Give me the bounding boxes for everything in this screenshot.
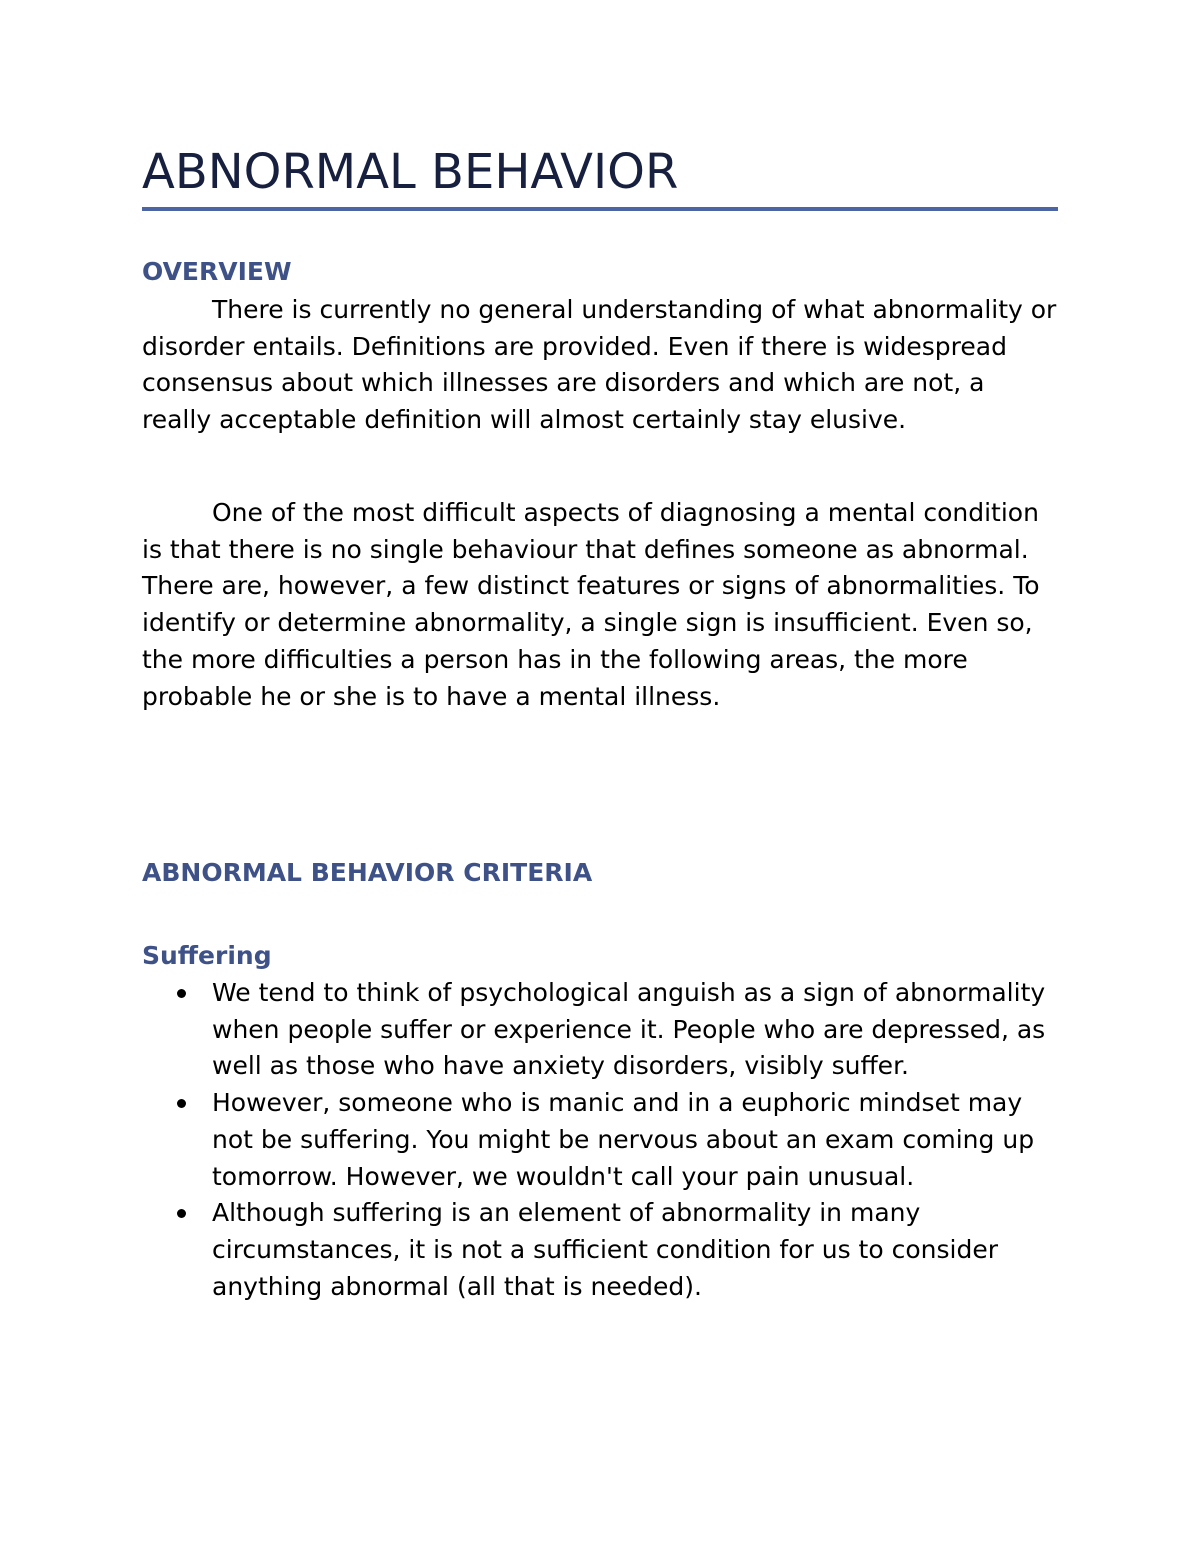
title-underline-divider <box>142 207 1058 211</box>
list-item <box>142 975 1058 1085</box>
list-item <box>142 1195 1058 1305</box>
suffering-bullet-list <box>142 975 1058 1305</box>
list-item-text: Although suffering is an element of abnormality in many circumstances, it is not a sufficient condition for us to consider anything abnormal (all that is needed). <box>212 1198 998 1301</box>
overview-paragraph-1: There is currently no general understanding of what abnormality or disorder entails. Definitions are provided. Even if there is widespread consensus about which illnesses are disorders and which are not, a really acceptable definition will almost certainly stay elusive. <box>142 295 1057 435</box>
bullet-dot-icon <box>177 1099 186 1108</box>
list-item <box>142 1085 1058 1195</box>
bullet-dot-icon <box>177 1209 186 1218</box>
document-title: ABNORMAL BEHAVIOR <box>142 144 679 200</box>
overview-paragraph-2: One of the most difficult aspects of diagnosing a mental condition is that there is no single behaviour that defines someone as abnormal. There are, however, a few distinct features or signs of abnormalities. To identify or determine abnormality, a single sign is insufficient. Even so, the more difficulties a person has in the following areas, the more probable he or she is to have a mental illness. <box>142 498 1040 711</box>
criteria-heading: ABNORMAL BEHAVIOR CRITERIA <box>142 858 593 887</box>
bullet-dot-icon <box>177 989 186 998</box>
suffering-heading: Suffering <box>142 941 272 970</box>
list-item-text: However, someone who is manic and in a euphoric mindset may not be suffering. You might be nervous about an exam coming up tomorrow. However, we wouldn't call your pain unusual. <box>212 1088 1035 1191</box>
list-item-text: We tend to think of psychological anguish as a sign of abnormality when people suffer or experience it. People who are depressed, as well as those who have anxiety disorders, visibly suffer. <box>212 978 1046 1081</box>
overview-heading: OVERVIEW <box>142 257 292 286</box>
